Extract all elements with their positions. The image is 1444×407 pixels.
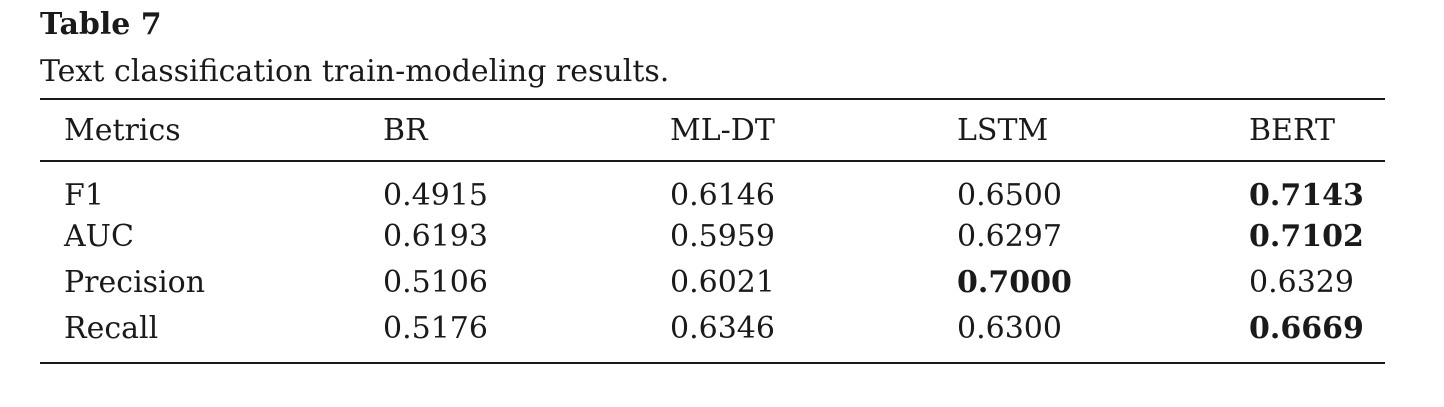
- row-metric-label: Precision: [64, 264, 206, 300]
- cell-value: 0.5106: [383, 264, 488, 300]
- header-bert: BERT: [1249, 112, 1336, 148]
- cell-value: 0.4915: [383, 178, 488, 213]
- table-row: [40, 160, 1385, 213]
- header-metrics: Metrics: [64, 112, 181, 148]
- results-table: [40, 100, 1385, 351]
- table-bottom-rule: [40, 362, 1385, 364]
- cell-value: 0.7143: [1249, 178, 1364, 213]
- cell-value: 0.7102: [1249, 218, 1364, 254]
- cell-value: 0.5176: [383, 310, 488, 346]
- row-metric-label: F1: [64, 178, 104, 213]
- table-header-row: [40, 100, 1385, 160]
- table-row: [40, 259, 1385, 305]
- header-br: BR: [383, 112, 428, 148]
- cell-value: 0.6346: [670, 310, 775, 346]
- row-metric-label: Recall: [64, 310, 159, 346]
- cell-value: 0.6669: [1249, 310, 1364, 346]
- header-lstm: LSTM: [957, 112, 1049, 148]
- header-ml-dt: ML-DT: [670, 112, 775, 148]
- cell-value: 0.6300: [957, 310, 1062, 346]
- cell-value: 0.5959: [670, 218, 775, 254]
- row-metric-label: AUC: [64, 218, 134, 254]
- table-caption-text: Text classification train-modeling results.: [40, 54, 670, 89]
- cell-value: 0.6193: [383, 218, 488, 254]
- table-row: [40, 305, 1385, 351]
- cell-value: 0.7000: [957, 264, 1072, 300]
- cell-value: 0.6146: [670, 178, 775, 213]
- cell-value: 0.6329: [1249, 264, 1354, 300]
- cell-value: 0.6297: [957, 218, 1062, 254]
- table-caption-label: Table 7: [40, 7, 162, 42]
- table-row: [40, 213, 1385, 259]
- cell-value: 0.6021: [670, 264, 775, 300]
- cell-value: 0.6500: [957, 178, 1062, 213]
